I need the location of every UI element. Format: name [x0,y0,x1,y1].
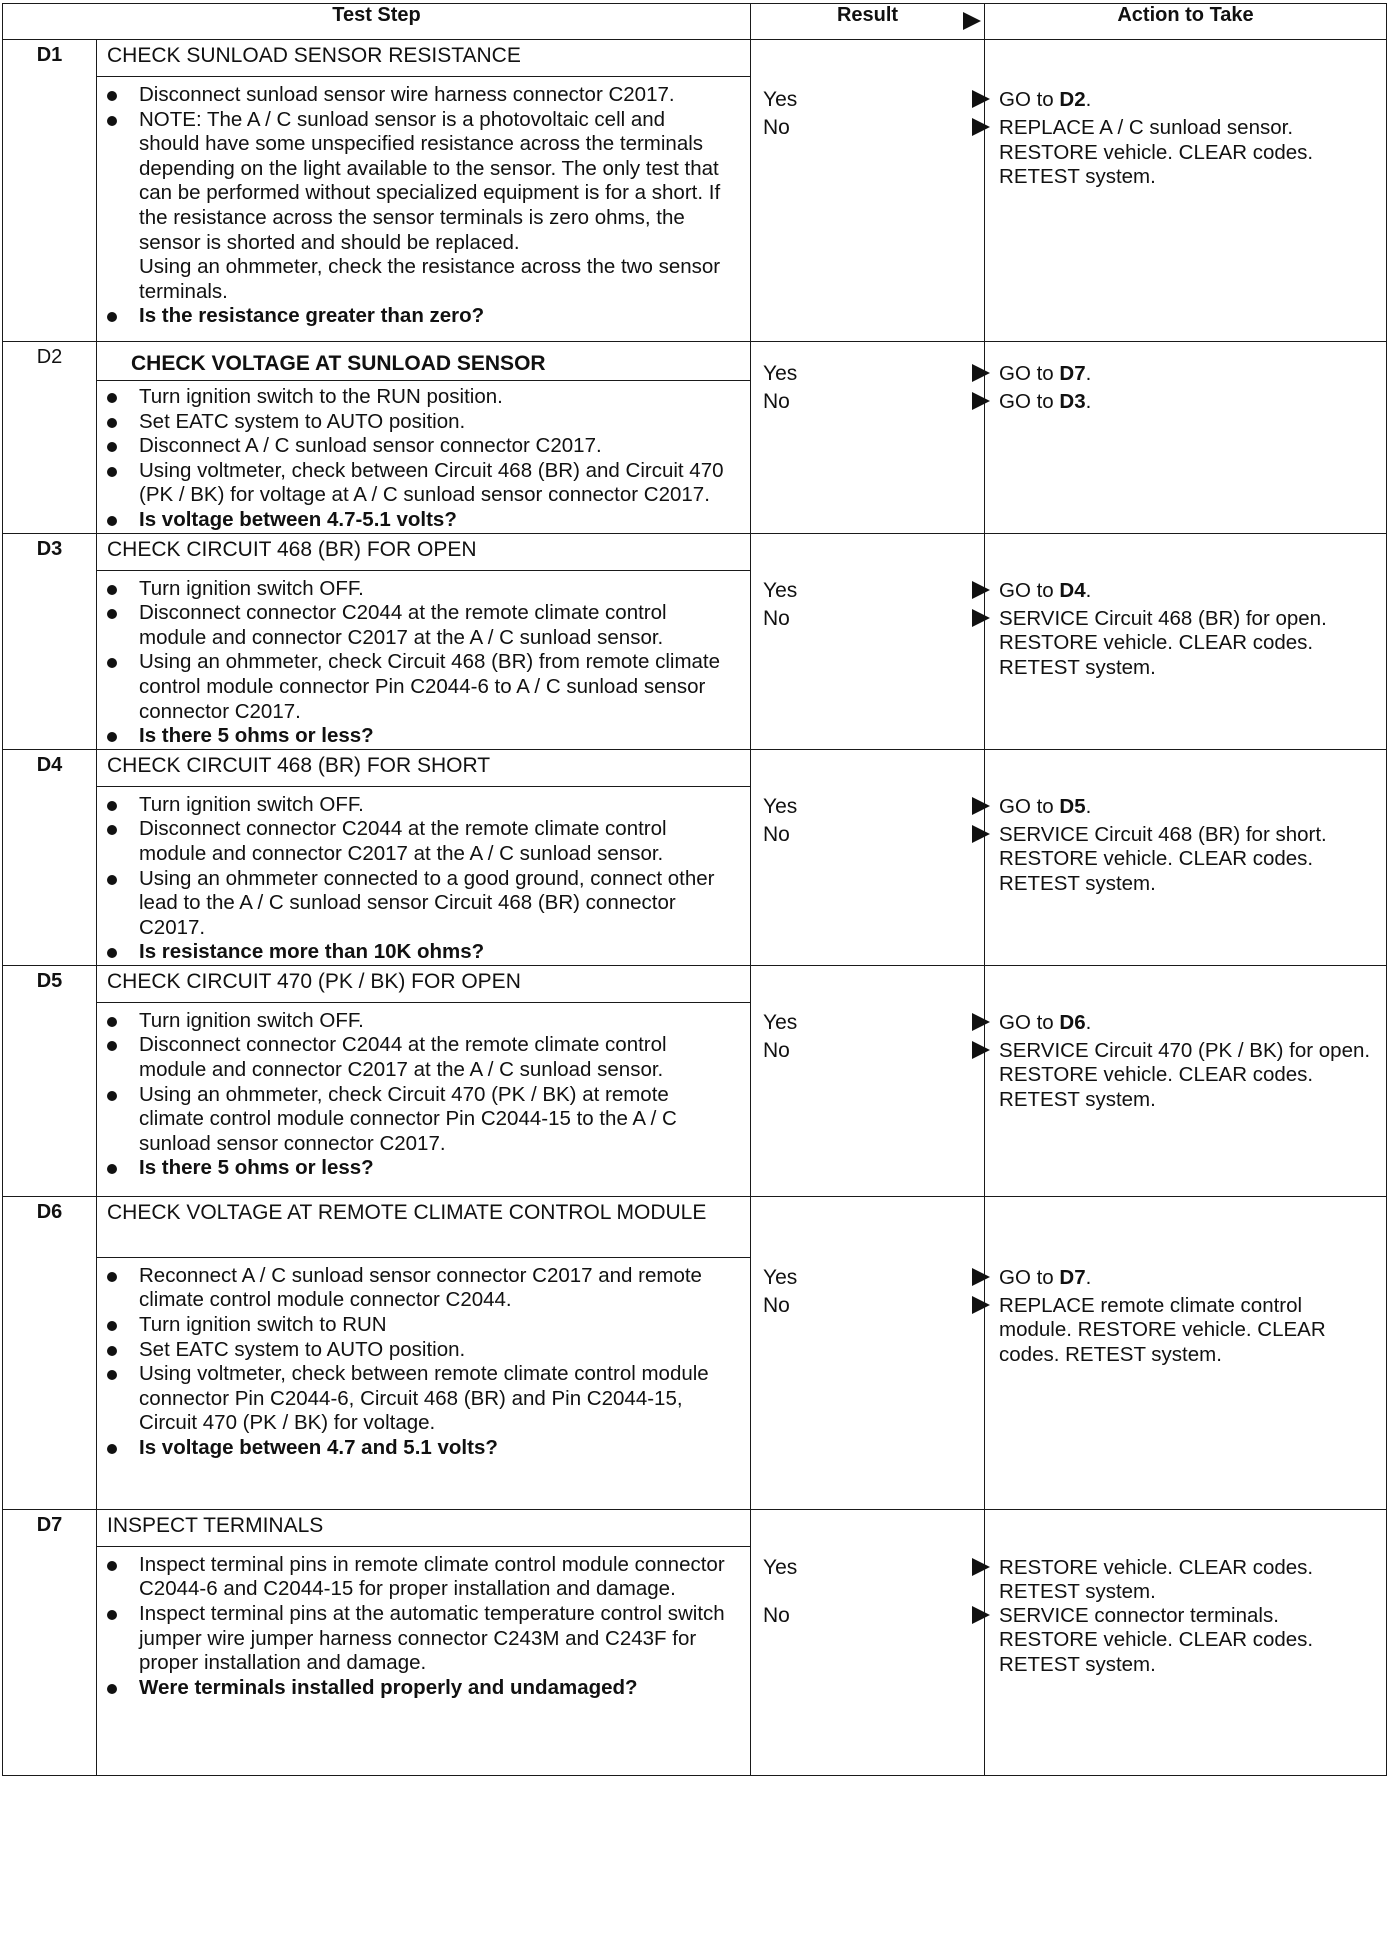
step-4-no-action-text: SERVICE Circuit 468 (BR) for short. RESTORE vehicle. CLEAR codes. RETEST system. [999,822,1327,895]
step-item: Set EATC system to AUTO position. [97,410,726,435]
step-5-yes-result-label: Yes [763,1010,798,1034]
header-result [751,4,985,40]
step-2-no-action [999,390,1378,415]
step-4-yes-action [999,795,1378,820]
step-item: Turn ignition switch OFF. [97,577,726,602]
step-6-yes-action-suffix: . [1085,1265,1092,1289]
step-question: Is voltage between 4.7 and 5.1 volts? [97,1436,726,1461]
step-item: Inspect terminal pins at the automatic temperature control switch jumper wire jumper harness connector C243M and C243F for proper installation and damage. [97,1602,726,1676]
header-action: Action to Take [985,4,1387,40]
step-2-code: D2 [3,342,97,534]
step-5-step-list [97,1009,750,1181]
step-question: Is voltage between 4.7-5.1 volts? [97,508,726,533]
step-5-no-action [999,1039,1378,1113]
step-6-code: D6 [3,1196,97,1509]
step-5-result-cell [751,965,985,1196]
step-5-yes-action-suffix: . [1085,1010,1092,1034]
step-5-title-text: CHECK CIRCUIT 470 (PK / BK) FOR OPEN [107,969,521,993]
step-4-step-list [97,793,750,965]
step-6-no-action-text: REPLACE remote climate control module. RESTORE vehicle. CLEAR codes. RETEST system. [999,1293,1326,1367]
step-1-yes-action-suffix: . [1085,88,1092,111]
step-2-procedure [97,346,751,533]
step-1-action-cell [985,40,1387,342]
step-6-no-result-label: No [763,1293,790,1317]
step-3-yes-action-suffix: . [1085,578,1092,602]
step-5-no-result [763,1039,995,1063]
step-item: Disconnect connector C2044 at the remote climate control module and connector C2017 at the A / C sunload sensor. [97,601,726,650]
step-1-result-cell [751,40,985,342]
step-7-title [97,1509,751,1546]
step-4-no-result [763,823,995,847]
step-6-action-cell [985,1196,1387,1509]
step-item: NOTE: The A / C sunload sensor is a photovoltaic cell and should have some unspecified resistance across the terminals depending on the light available to the sensor. The only test that can be performed without specialized equipment is for a short. If the resistance across the sensor terminals is zero ohms, the sensor is shorted and should be replaced. [97,108,726,256]
step-item: Turn ignition switch OFF. [97,793,726,818]
step-2-no-result [763,390,995,414]
step-5-no-result-label: No [763,1038,790,1062]
step-5-title-row [3,965,1387,1002]
step-item: Set EATC system to AUTO position. [97,1338,726,1363]
step-7-no-action-text: SERVICE connector terminals. RESTORE vehicle. CLEAR codes. RETEST system. [999,1603,1314,1677]
step-2-result-cell [751,342,985,534]
step-1-procedure [97,77,751,342]
step-item: Using an ohmmeter connected to a good ground, connect other lead to the A / C sunload sensor Circuit 468 (BR) connector C2017. [97,867,726,941]
step-3-procedure [97,570,751,749]
step-2-title-text: CHECK VOLTAGE AT SUNLOAD SENSOR [97,352,750,381]
arrow-right-icon [962,11,982,31]
step-2-yes-action-prefix: GO to [999,362,1054,385]
step-6-title-row [3,1196,1387,1257]
step-5-code: D5 [3,965,97,1196]
step-7-title-row [3,1509,1387,1546]
step-1-code: D1 [3,40,97,342]
step-1-yes-action-target: D2 [1059,88,1086,111]
step-item: Using voltmeter, check between remote climate control module connector Pin C2044-6, Circuit 468 (BR) and Pin C2044-15, Circuit 470 (PK / BK) for voltage. [97,1362,726,1436]
step-3-no-result-label: No [763,606,790,630]
step-4-result-cell [751,749,985,965]
step-item: Using an ohmmeter, check the resistance across the two sensor terminals. [139,255,721,303]
step-question: Is there 5 ohms or less? [97,724,726,749]
step-3-yes-action [999,579,1378,604]
step-1-title-text: CHECK SUNLOAD SENSOR RESISTANCE [107,44,521,67]
header-result-label: Result [836,4,899,26]
step-3-title-text: CHECK CIRCUIT 468 (BR) FOR OPEN [107,537,477,561]
header-test-step: Test Step [3,4,751,40]
step-1-yes-action-prefix: GO to [999,88,1054,111]
step-7-yes-result-label: Yes [763,1555,798,1579]
step-2-no-result-label: No [763,390,790,413]
step-3-title-row [3,533,1387,570]
step-4-no-action [999,823,1378,897]
step-3-action-cell [985,533,1387,749]
step-4-title-row [3,749,1387,786]
step-item: Disconnect connector C2044 at the remote climate control module and connector C2017 at the A / C sunload sensor. [97,817,726,866]
step-1-step-list [97,83,750,329]
step-4-title [97,749,751,786]
step-1-no-action [999,116,1378,190]
step-7-no-action [999,1604,1378,1678]
test-step-table [2,3,1387,1776]
step-question: Is the resistance greater than zero? [97,304,726,329]
table-header-row [3,4,1387,40]
step-4-yes-result-label: Yes [763,794,798,818]
step-7-yes-action-text: RESTORE vehicle. CLEAR codes. RETEST system. [999,1555,1314,1604]
step-7-no-result [763,1604,995,1628]
step-6-yes-action-target: D7 [1059,1265,1086,1289]
step-5-yes-result [763,1011,995,1035]
step-item: Turn ignition switch to RUN [97,1313,726,1338]
step-1-no-result-label: No [763,116,790,139]
step-4-action-cell [985,749,1387,965]
step-6-step-list [97,1264,750,1461]
step-6-title-text: CHECK VOLTAGE AT REMOTE CLIMATE CONTROL MODULE [107,1200,707,1224]
step-3-no-action [999,607,1378,681]
step-7-yes-result [763,1556,995,1580]
step-item: Disconnect sunload sensor wire harness connector C2017. [97,83,726,108]
step-2-yes-action [999,362,1378,387]
step-7-yes-action [999,1556,1378,1605]
step-3-title [97,533,751,570]
step-4-procedure [97,786,751,965]
step-1-title [97,40,751,77]
step-6-yes-action-prefix: GO to [999,1265,1054,1289]
step-item: Reconnect A / C sunload sensor connector C2017 and remote climate control module connector C2044. [97,1264,726,1313]
step-2-no-action-prefix: GO to [999,390,1054,413]
step-question: Were terminals installed properly and undamaged? [97,1676,726,1701]
step-5-yes-action-prefix: GO to [999,1010,1054,1034]
step-2-yes-result [763,362,995,386]
step-4-yes-action-suffix: . [1085,794,1092,818]
step-7-procedure [97,1546,751,1775]
step-3-yes-result [763,579,995,603]
step-1-no-result [763,116,995,140]
step-6-procedure [97,1257,751,1509]
step-6-no-action [999,1294,1378,1368]
step-2-action-cell [985,342,1387,534]
step-6-result-cell [751,1196,985,1509]
step-6-no-result [763,1294,995,1318]
step-3-step-list [97,577,750,749]
step-question: Is there 5 ohms or less? [97,1156,726,1181]
step-item: Turn ignition switch OFF. [97,1009,726,1034]
step-2-no-action-target: D3 [1059,390,1086,413]
step-question: Is resistance more than 10K ohms? [97,940,726,965]
step-4-no-result-label: No [763,822,790,846]
step-3-yes-action-prefix: GO to [999,578,1054,602]
step-5-yes-action [999,1011,1378,1036]
step-3-yes-result-label: Yes [763,578,798,602]
step-5-title [97,965,751,1002]
step-3-no-result [763,607,995,631]
step-7-action-cell [985,1509,1387,1775]
step-1-yes-action [999,88,1378,113]
step-7-no-result-label: No [763,1603,790,1627]
step-item: Inspect terminal pins in remote climate control module connector C2044-6 and C2044-15 for proper installation and damage. [97,1553,726,1602]
step-item: Using voltmeter, check between Circuit 468 (BR) and Circuit 470 (PK / BK) for voltage at A / C sunload sensor connector C2017. [97,459,726,508]
step-3-no-action-text: SERVICE Circuit 468 (BR) for open. RESTORE vehicle. CLEAR codes. RETEST system. [999,606,1327,679]
step-2-no-action-suffix: . [1085,390,1092,413]
step-3-yes-action-target: D4 [1059,578,1086,602]
step-3-code: D3 [3,533,97,749]
step-2-yes-result-label: Yes [763,362,798,385]
step-item: Disconnect connector C2044 at the remote climate control module and connector C2017 at the A / C sunload sensor. [97,1033,726,1082]
step-item: Using an ohmmeter, check Circuit 468 (BR) from remote climate control module connector Pin C2044-6 to A / C sunload sensor connector C2017. [97,650,726,724]
step-item: Turn ignition switch to the RUN position. [97,385,726,410]
step-4-yes-action-prefix: GO to [999,794,1054,818]
step-7-step-list [97,1553,750,1701]
step-item: Using an ohmmeter, check Circuit 470 (PK / BK) at remote climate control module connector Pin C2044-15 to the A / C sunload sensor connector C2017. [97,1083,726,1157]
step-7-result-cell [751,1509,985,1775]
step-4-yes-result [763,795,995,819]
step-1-title-row [3,40,1387,77]
step-2-yes-action-suffix: . [1085,362,1092,385]
step-4-code: D4 [3,749,97,965]
step-7-title-text: INSPECT TERMINALS [107,1513,324,1537]
step-5-procedure [97,1002,751,1196]
step-7-code: D7 [3,1509,97,1775]
step-6-yes-action [999,1266,1378,1291]
step-1-yes-result [763,88,995,112]
step-5-action-cell [985,965,1387,1196]
step-2-step-list [97,385,750,533]
step-6-title [97,1196,751,1257]
step-item: Disconnect A / C sunload sensor connector C2017. [97,434,726,459]
step-2-yes-action-target: D7 [1059,362,1086,385]
step-3-result-cell [751,533,985,749]
diagnostic-test-table [2,3,1386,1948]
step-6-yes-result [763,1266,995,1290]
step-1-yes-result-label: Yes [763,88,798,111]
step-6-yes-result-label: Yes [763,1265,798,1289]
step-1-no-action-text: REPLACE A / C sunload sensor. RESTORE vehicle. CLEAR codes. RETEST system. [999,116,1314,189]
step-5-yes-action-target: D6 [1059,1010,1086,1034]
step-4-title-text: CHECK CIRCUIT 468 (BR) FOR SHORT [107,753,491,777]
step-4-yes-action-target: D5 [1059,794,1086,818]
step-5-no-action-text: SERVICE Circuit 470 (PK / BK) for open. RESTORE vehicle. CLEAR codes. RETEST system. [999,1038,1371,1112]
